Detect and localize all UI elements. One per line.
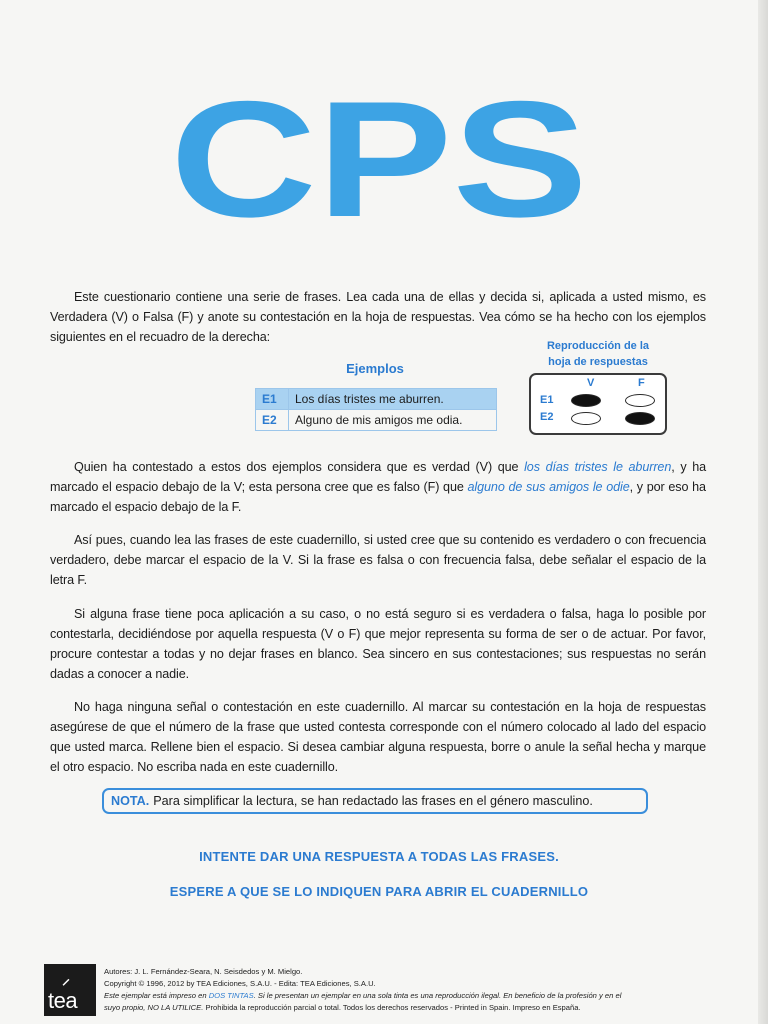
answer-sheet-reproduction (529, 373, 667, 435)
page-edge-shadow (758, 0, 768, 1024)
example-row (256, 410, 497, 431)
answer-oval-e1-v (571, 394, 601, 407)
instruction-wait: ESPERE A QUE SE LO INDIQUEN PARA ABRIR EL CUADERNILLO (169, 884, 589, 899)
no-marks-text: No haga ninguna señal o contestación en este cuadernillo. Al marcar su contestación en la hoja de respuestas asegúrese de que el número de la frase que usted contesta corresponde con el número colocado al lado del espacio que usted marca. Rellene bien el espacio. Si desea cambiar alguna respuesta, borre o anule la señal hecha y marque el otro espacio. No escriba nada en este cuadernillo. (50, 700, 706, 774)
column-v-label: V (587, 377, 595, 389)
footer-legal-line2 (104, 1002, 712, 1014)
explanation-example-1: los días tristes le aburren (524, 460, 672, 474)
footer-legal-text: . Si le presentan un ejemplar en una sola tinta es una reproducción ilegal. En beneficio de la profesión y en el (253, 991, 622, 1000)
cps-title-graphic (164, 92, 594, 232)
column-f-label: F (638, 377, 645, 389)
cps-title-text: CPS (170, 92, 588, 232)
explanation-text-1: Quien ha contestado a estos dos ejemplos considera que es verdad (V) que (74, 460, 525, 474)
answer-oval-e2-f (625, 412, 655, 425)
examples-table (255, 388, 497, 431)
marking-text: Así pues, cuando lea las frases de este cuadernillo, si usted cree que su contenido es verdadero o con frecuencia verdadero, debe marcar el espacio de la V. Si la frase es falsa o con frecuencia falsa, debe señalar el espacio de la letra F. (50, 533, 706, 587)
examples-title: Ejemplos (346, 361, 404, 376)
example-code: E2 (256, 410, 289, 431)
explanation-paragraph (50, 457, 706, 517)
no-marks-paragraph (50, 697, 706, 777)
example-row (256, 389, 497, 410)
note-text: Para simplificar la lectura, se han redactado las frases en el género masculino. (153, 794, 593, 808)
answer-sheet-title-line1: Reproducción de la (546, 340, 650, 352)
example-text: Los días tristes me aburren. (289, 389, 497, 410)
example-text: Alguno de mis amigos me odia. (289, 410, 497, 431)
footer-two-inks: DOS TINTAS (208, 991, 254, 1000)
answer-row-label: E2 (540, 411, 554, 423)
tea-logo-mark-icon: ⸝ (62, 971, 71, 988)
instruction-answer-all: INTENTE DAR UNA RESPUESTA A TODAS LAS FRASES. (199, 849, 559, 864)
note-box (102, 788, 648, 814)
footer-credits (104, 966, 712, 1014)
tea-logo (44, 964, 96, 1016)
uncertain-paragraph (50, 604, 706, 684)
answer-sheet-title (528, 338, 668, 370)
answer-oval-e2-v (571, 412, 601, 425)
note-label: NOTA. (111, 794, 150, 808)
explanation-text-3: , y por eso ha marcado el espacio debajo de la F. (50, 480, 706, 514)
footer-copyright: Copyright © 1996, 2012 by TEA Ediciones, S.A.U. - Edita: TEA Ediciones, S.A.U. (104, 979, 376, 988)
footer-rights-text: Prohibida la reproducción parcial o total. Todos los derechos reservados - Printed in Spain. Impreso en España. (203, 1003, 581, 1012)
tea-logo-text: tea (48, 988, 78, 1013)
explanation-example-2: alguno de sus amigos le odie (467, 480, 630, 494)
answer-sheet-title-line2: hoja de respuestas (548, 356, 648, 368)
footer-authors: Autores: J. L. Fernández-Seara, N. Seisdedos y M. Mielgo. (104, 967, 303, 976)
intro-text: Este cuestionario contiene una serie de frases. Lea cada una de ellas y decida si, aplicada a usted mismo, es Verdadera (V) o Falsa (F) y anote su contestación en la hoja de respuestas. Vea cómo se ha hecho con los ejemplos siguientes en el recuadro de la derecha: (50, 290, 706, 344)
footer-legal-text: suyo propio, NO LA UTILICE. (104, 1003, 204, 1012)
answer-oval-e1-f (625, 394, 655, 407)
marking-paragraph (50, 530, 706, 590)
answer-row-label: E1 (540, 394, 554, 406)
footer-legal-line1 (104, 990, 712, 1002)
cps-title (164, 92, 594, 232)
example-code: E1 (256, 389, 289, 410)
footer-legal-text: Este ejemplar está impreso en (104, 991, 209, 1000)
uncertain-text: Si alguna frase tiene poca aplicación a su caso, o no está seguro si es verdadera o falsa, haga lo posible por contestarla, decidiéndose por aquella respuesta (V o F) que mejor representa su forma de ser o de actuar. Por favor, procure contestar a todas y no dejar frases en blanco. Sea sincero en sus contestaciones; sus respuestas no serán dadas a conocer a nadie. (50, 607, 706, 681)
explanation-text-2: , y ha marcado el espacio debajo de la V; esta persona cree que es falso (F) que (50, 460, 706, 494)
